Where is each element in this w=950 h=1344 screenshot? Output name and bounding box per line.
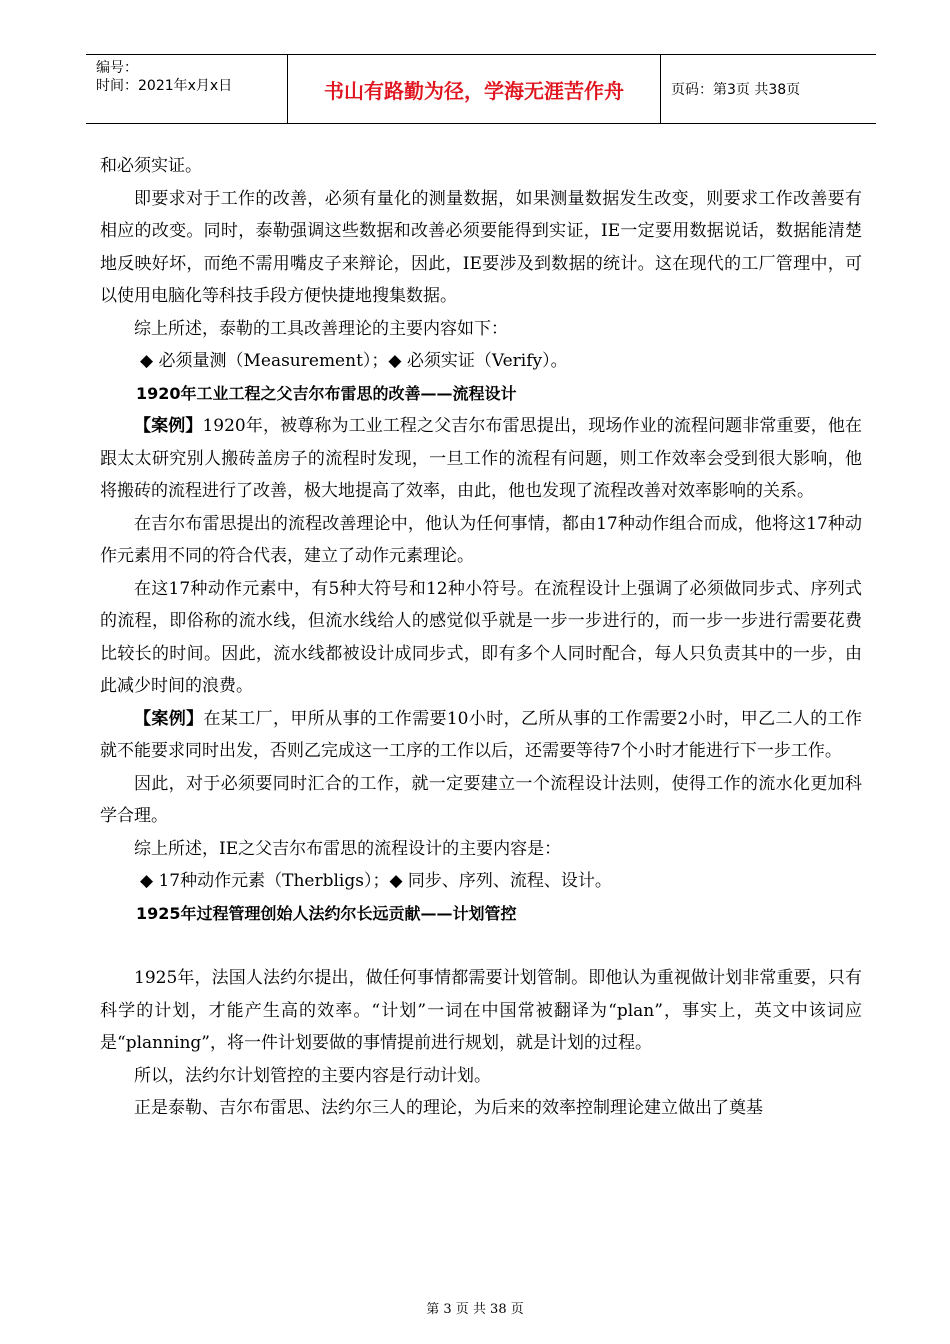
paragraph: 综上所述，泰勒的工具改善理论的主要内容如下：	[134, 318, 508, 339]
bullet-line: ◆ 17种动作元素（Therbligs）；◆ 同步、序列、流程、设计。	[140, 871, 612, 891]
case-text: 在某工厂，甲所从事的工作需要10小时，乙所从事的工作需要2小时，甲乙二人的工作就不能要求同时出发，否则乙完成这一工序的工作以后，还需要等待7个小时才能进行下一步工作。	[100, 708, 863, 761]
paragraph: 因此，对于必须要同时汇合的工作，就一定要建立一个流程设计法则，使得工作的流水化更加科学合理。	[100, 773, 862, 826]
paragraph: 在吉尔布雷思提出的流程改善理论中，他认为任何事情，都由17种动作组合而成，他将这17种动作元素用不同的符合代表，建立了动作元素理论。	[100, 513, 862, 566]
page-header	[86, 54, 876, 124]
section-heading: 1925年过程管理创始人法约尔长远贡献——计划管控	[136, 903, 517, 923]
header-meta	[86, 55, 288, 123]
case-paragraph	[100, 410, 862, 508]
case-label: 【案例】	[134, 416, 203, 436]
blank-line	[100, 930, 862, 962]
header-motto: 书山有路勤为径，学海无涯苦作舟	[288, 55, 661, 123]
doc-date-label: 时间：2021年x月x日	[96, 78, 233, 94]
case-label: 【案例】	[134, 708, 204, 729]
paragraph: 1925年，法国人法约尔提出，做任何事情都需要计划管制。即他认为重视做计划非常重要，只有科学的计划，才能产生高的效率。“计划”一词在中国常被翻译为“plan”，事实上，英文中该词应是“planning”，将一件计划要做的事情提前进行规划，就是计划的过程。	[100, 968, 862, 1053]
paragraph: 所以，法约尔计划管控的主要内容是行动计划。	[134, 1065, 491, 1086]
paragraph: 在这17种动作元素中，有5种大符号和12种小符号。在流程设计上强调了必须做同步式、序列式的流程，即俗称的流水线，但流水线给人的感觉似乎就是一步一步进行的，而一步一步进行需要花费比较长的时间。因此，流水线都被设计成同步式，即有多个人同时配合，每人只负责其中的一步，由此减少时间的浪费。	[100, 578, 862, 696]
paragraph: 正是泰勒、吉尔布雷思、法约尔三人的理论，为后来的效率控制理论建立做出了奠基	[134, 1098, 763, 1118]
document-body	[100, 150, 862, 1125]
case-text: 1920年，被尊称为工业工程之父吉尔布雷思提出，现场作业的流程问题非常重要，他在跟太太研究别人搬砖盖房子的流程时发现，一旦工作的流程有问题，则工作效率会受到很大影响，他将搬砖的流程进行了改善，极大地提高了效率，由此，他也发现了流程改善对效率影响的关系。	[100, 416, 863, 501]
bullet-line: ◆ 必须量测（Measurement）；◆ 必须实证（Verify）。	[140, 351, 568, 371]
paragraph: 和必须实证。	[100, 156, 202, 176]
section-heading: 1920年工业工程之父吉尔布雷思的改善——流程设计	[136, 383, 517, 403]
header-page-label: 页码：第3页 共38页	[671, 82, 801, 98]
paragraph: 综上所述，IE之父吉尔布雷思的流程设计的主要内容是：	[134, 838, 562, 859]
paragraph: 即要求对于工作的改善，必须有量化的测量数据，如果测量数据发生改变，则要求工作改善要有相应的改变。同时，泰勒强调这些数据和改善必须要能得到实证，IE一定要用数据说话，数据能清楚地反映好坏，而绝不需用嘴皮子来辩论，因此，IE要涉及到数据的统计。这在现代的工厂管理中，可以使用电脑化等科技手段方便快捷地搜集数据。	[100, 188, 862, 306]
page-footer: 第 3 页 共 38 页	[426, 1302, 524, 1317]
case-paragraph	[100, 703, 862, 768]
doc-number-label: 编号：	[96, 60, 138, 76]
